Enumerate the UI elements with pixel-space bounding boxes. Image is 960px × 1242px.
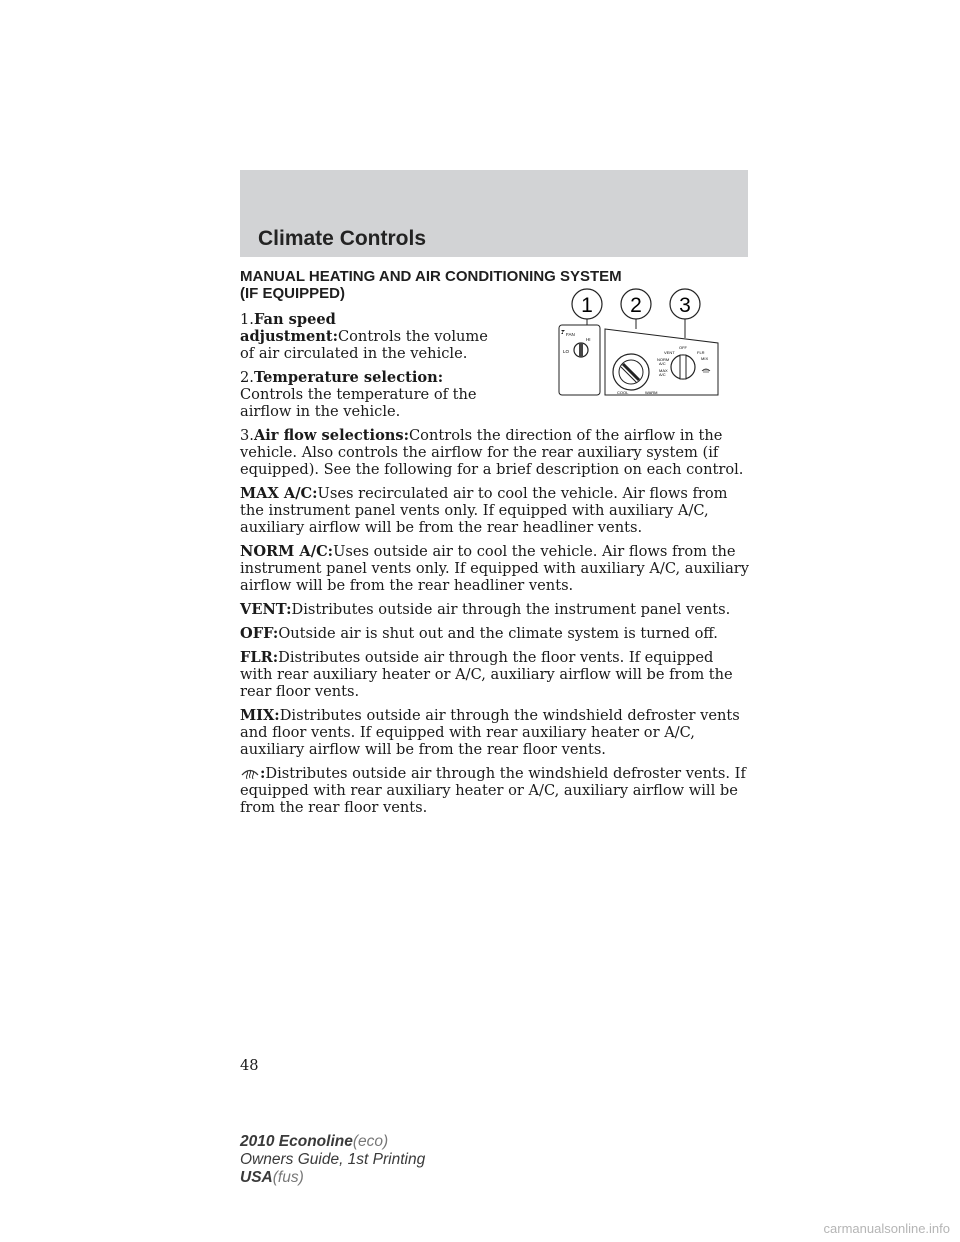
definition-defrost [240, 765, 750, 816]
svg-text:FAN: FAN [566, 332, 575, 337]
definition-term: : [260, 765, 266, 782]
definition-text: Distributes outside air through the windshield defroster vents. If equipped with rear auxiliary heater or A/C, auxiliary airflow will be from the rear floor vents. [240, 765, 746, 816]
definition-term: OFF: [240, 625, 279, 642]
definition-vent [240, 601, 750, 618]
footer-line-1: 2010 Econoline(eco) [240, 1133, 389, 1150]
item-temperature [240, 369, 502, 420]
page-title: Climate Controls [258, 227, 427, 250]
definition-term: VENT: [240, 601, 292, 618]
definition-flr [240, 649, 750, 700]
footer [240, 1133, 425, 1187]
item-number: 1. [240, 311, 254, 328]
item-term: Fan speed adjustment: [240, 311, 338, 345]
svg-text:1: 1 [581, 294, 593, 317]
definition-text: Distributes outside air through the instrument panel vents. [291, 601, 731, 618]
definition-max-ac [240, 485, 750, 536]
section-header-band [240, 170, 748, 257]
definition-text: Uses outside air to cool the vehicle. Air flows from the instrument panel vents only. If equipped with auxiliary A/C, auxiliary airflow will be from the rear headliner vents. [240, 543, 750, 594]
svg-text:WARM: WARM [645, 390, 658, 395]
page-number: 48 [240, 1057, 259, 1074]
definition-off [240, 625, 750, 642]
item-text: Controls the volume of air circulated in the vehicle. [240, 328, 488, 362]
definition-term: MAX A/C: [240, 485, 318, 502]
definition-text: Distributes outside air through the windshield defroster vents and floor vents. If equipped with rear auxiliary heater or A/C, auxiliary airflow will be from the rear floor vents. [240, 707, 740, 758]
definition-text: Uses recirculated air to cool the vehicle. Air flows from the instrument panel vents only. If equipped with auxiliary A/C, auxiliary airflow will be from the rear headliner vents. [240, 485, 728, 536]
fan-control [559, 325, 600, 395]
svg-text:MIX: MIX [701, 356, 709, 361]
item-number: 3. [240, 427, 254, 444]
callout-2 [621, 289, 651, 329]
item-number: 2. [240, 369, 254, 386]
footer-line-2: Owners Guide, 1st Printing [240, 1151, 426, 1168]
definition-text: Outside air is shut out and the climate system is turned off. [278, 625, 718, 642]
svg-text:MAX: MAX [659, 368, 668, 373]
callout-3 [670, 289, 700, 338]
svg-text:OFF: OFF [679, 345, 687, 350]
svg-text:A/C: A/C [659, 372, 666, 377]
definition-term: MIX: [240, 707, 280, 724]
svg-text:VENT: VENT [664, 350, 675, 355]
svg-text:LO: LO [563, 349, 570, 354]
svg-text:HI: HI [586, 337, 591, 342]
section-heading-line-1: MANUAL HEATING AND AIR CONDITIONING SYSTEM [240, 268, 622, 285]
svg-text:2: 2 [630, 294, 642, 317]
definition-norm-ac [240, 543, 750, 594]
defrost-icon [240, 765, 260, 779]
temperature-and-mode-control [605, 329, 718, 395]
definition-term: FLR: [240, 649, 279, 666]
svg-text:NORM: NORM [657, 357, 670, 362]
item-air-flow [240, 427, 750, 478]
svg-text:COOL: COOL [617, 390, 629, 395]
climate-control-figure [553, 283, 723, 398]
item-term: Temperature selection: [253, 369, 444, 386]
svg-text:A/C: A/C [659, 361, 666, 366]
svg-text:FLR: FLR [697, 350, 705, 355]
item-fan-speed [240, 311, 502, 362]
item-text: Controls the temperature of the airflow in the vehicle. [240, 386, 477, 420]
item-term: Air flow selections: [253, 427, 410, 444]
callout-1 [572, 289, 602, 330]
definition-text: Distributes outside air through the floor vents. If equipped with rear auxiliary heater or A/C, auxiliary airflow will be from the rear floor vents. [240, 649, 733, 700]
section-heading-line-2: (IF EQUIPPED) [240, 285, 346, 302]
svg-text:3: 3 [679, 294, 691, 317]
footer-line-3: USA(fus) [240, 1169, 304, 1186]
item-text: Controls the direction of the airflow in the vehicle. Also controls the airflow for the rear auxiliary system (if equipped). See the following for a brief description on each control. [240, 427, 744, 478]
definition-mix [240, 707, 750, 758]
definition-term: NORM A/C: [240, 543, 334, 560]
watermark: carmanualsonline.info [823, 1221, 950, 1236]
